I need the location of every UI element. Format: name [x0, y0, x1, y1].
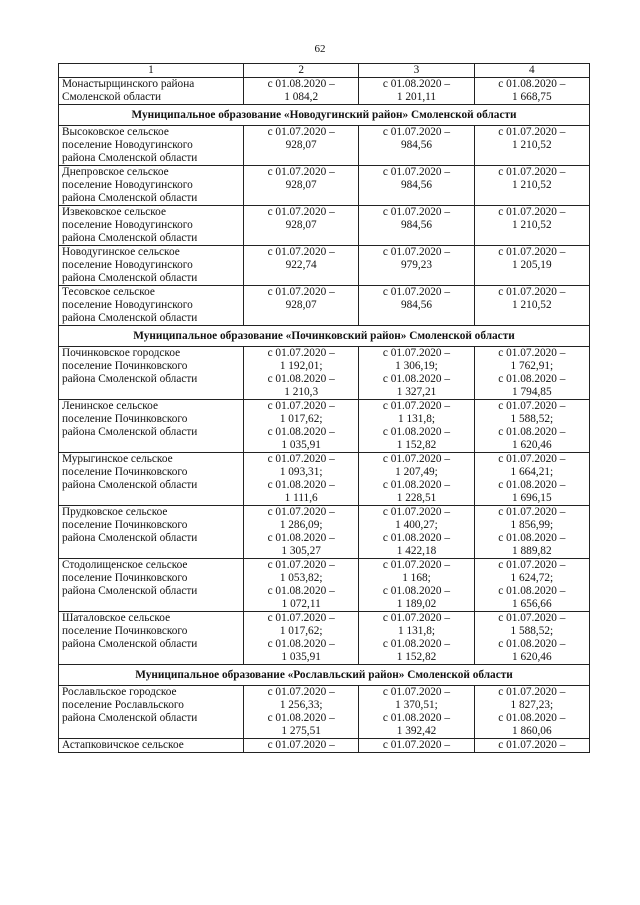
- value-cell-col2: [244, 126, 359, 166]
- header-cell-3: 3: [359, 64, 474, 78]
- value-cell-col2: [244, 347, 359, 400]
- settlement-name-cell: [59, 506, 244, 559]
- value-cell-col3-line: с 01.07.2020 –: [382, 246, 451, 258]
- settlement-name-cell-line: Починковское городское: [62, 347, 181, 359]
- value-cell-col4-line: с 01.07.2020 –: [498, 506, 566, 518]
- value-cell-col3-line: с 01.07.2020 –: [382, 286, 451, 298]
- value-cell-col3-line: 1 392,42: [396, 725, 437, 737]
- value-cell-col3: [359, 347, 474, 400]
- settlement-name-cell-line: поселение Новодугинского: [62, 259, 193, 271]
- value-cell-col3: [359, 453, 474, 506]
- value-cell-col3: [359, 400, 474, 453]
- value-cell-col4-line: 1 794,85: [512, 386, 552, 398]
- value-cell-col3: [359, 739, 474, 753]
- table-row: [59, 506, 590, 559]
- value-cell-col4-line: 1 210,52: [512, 299, 552, 311]
- value-cell-col3-line: 1 131,8;: [397, 625, 435, 637]
- value-cell-col4-line: 1 696,15: [512, 492, 552, 504]
- value-cell-col3-line: 984,56: [400, 179, 433, 191]
- value-cell-col2: [244, 686, 359, 739]
- settlement-name-cell-line: Рославльское городское: [62, 686, 177, 698]
- settlement-name-cell-line: района Смоленской области: [62, 152, 198, 164]
- value-cell-col2-line: с 01.08.2020 –: [267, 426, 335, 438]
- settlement-name-cell: [59, 166, 244, 206]
- value-cell-col2-line: с 01.08.2020 –: [267, 712, 335, 724]
- value-cell-col4-line: с 01.08.2020 –: [498, 638, 566, 650]
- value-cell-col3-line: с 01.08.2020 –: [382, 712, 451, 724]
- value-cell-col4-line: 1 827,23;: [510, 699, 554, 711]
- value-cell-col2-line: с 01.07.2020 –: [267, 506, 335, 518]
- settlement-name-cell-line: поселение Починковского: [62, 572, 188, 584]
- settlement-name-cell: [59, 559, 244, 612]
- settlement-name-cell-line: Днепровское сельское: [62, 166, 169, 178]
- value-cell-col2-line: 1 072,11: [281, 598, 321, 610]
- value-cell-col4-line: 1 620,46: [512, 439, 552, 451]
- value-cell-col4-line: 1 856,99;: [510, 519, 554, 531]
- value-cell-col3-line: с 01.07.2020 –: [382, 166, 451, 178]
- value-cell-col3: [359, 686, 474, 739]
- value-cell-col2-line: 1 017,62;: [279, 625, 323, 637]
- value-cell-col2-line: с 01.08.2020 –: [267, 373, 335, 385]
- table-row: [59, 559, 590, 612]
- value-cell-col3: [359, 126, 474, 166]
- value-cell-col4: [474, 686, 589, 739]
- value-cell-col4-line: с 01.07.2020 –: [498, 246, 566, 258]
- value-cell-col2-line: с 01.07.2020 –: [267, 559, 335, 571]
- settlement-name-cell-line: Мурыгинское сельское: [62, 453, 173, 465]
- value-cell-col3-line: с 01.07.2020 –: [382, 453, 451, 465]
- value-cell-col3: [359, 559, 474, 612]
- value-cell-col2-line: 1 084,2: [284, 91, 319, 103]
- value-cell-col3-line: с 01.08.2020 –: [382, 585, 451, 597]
- value-cell-col3-line: 1 400,27;: [395, 519, 438, 531]
- settlement-name-cell: [59, 612, 244, 665]
- table-row: [59, 246, 590, 286]
- settlement-name-cell-line: поселение Новодугинского: [62, 179, 193, 191]
- value-cell-col2-line: 1 286,09;: [279, 519, 323, 531]
- value-cell-col3-line: с 01.08.2020 –: [382, 373, 451, 385]
- settlement-name-cell: [59, 206, 244, 246]
- value-cell-col3-line: с 01.08.2020 –: [382, 426, 451, 438]
- settlement-name-cell-line: района Смоленской области: [62, 272, 198, 284]
- value-cell-col2-line: 922,74: [285, 259, 317, 271]
- value-cell-col3: [359, 612, 474, 665]
- value-cell-col2-line: 928,07: [285, 139, 317, 151]
- table-row: [59, 126, 590, 166]
- value-cell-col4-line: 1 210,52: [512, 139, 552, 151]
- value-cell-col2-line: с 01.07.2020 –: [267, 686, 335, 698]
- settlement-name-cell: [59, 453, 244, 506]
- value-cell-col4-line: с 01.07.2020 –: [498, 400, 566, 412]
- section-row: [59, 665, 590, 686]
- table-row: [59, 612, 590, 665]
- value-cell-col2: [244, 506, 359, 559]
- value-cell-col2-line: с 01.07.2020 –: [267, 739, 335, 751]
- settlement-name-cell-line: поселение Починковского: [62, 519, 188, 531]
- value-cell-col2-line: с 01.07.2020 –: [267, 453, 335, 465]
- value-cell-col3: [359, 286, 474, 326]
- table-row: [59, 686, 590, 739]
- value-cell-col3-line: 1 306,19;: [395, 360, 438, 372]
- value-cell-col2: [244, 246, 359, 286]
- value-cell-col2-line: с 01.08.2020 –: [267, 638, 335, 650]
- value-cell-col2-line: с 01.08.2020 –: [267, 479, 335, 491]
- value-cell-col3: [359, 206, 474, 246]
- value-cell-col2: [244, 559, 359, 612]
- table-row: [59, 453, 590, 506]
- value-cell-col2-line: 928,07: [285, 179, 317, 191]
- header-row: [59, 64, 590, 78]
- value-cell-col4-line: с 01.07.2020 –: [498, 206, 566, 218]
- value-cell-col3-line: с 01.07.2020 –: [382, 739, 451, 751]
- value-cell-col2-line: с 01.07.2020 –: [267, 126, 335, 138]
- value-cell-col4: [474, 166, 589, 206]
- value-cell-col4-line: с 01.08.2020 –: [498, 373, 566, 385]
- value-cell-col4-line: 1 762,91;: [510, 360, 554, 372]
- section-title: Муниципальное образование «Новодугинский район» Смоленской области: [59, 105, 590, 126]
- value-cell-col4-line: 1 668,75: [512, 91, 552, 103]
- table-body: [59, 64, 590, 753]
- settlement-name-cell-line: района Смоленской области: [62, 192, 198, 204]
- value-cell-col4-line: 1 889,82: [512, 545, 552, 557]
- value-cell-col4: [474, 559, 589, 612]
- value-cell-col4: [474, 206, 589, 246]
- value-cell-col3-line: с 01.07.2020 –: [382, 559, 451, 571]
- settlement-name-cell: [59, 400, 244, 453]
- value-cell-col3-line: с 01.08.2020 –: [382, 638, 451, 650]
- value-cell-col4-line: 1 656,66: [512, 598, 552, 610]
- value-cell-col4: [474, 78, 589, 105]
- settlement-name-cell-line: района Смоленской области: [62, 232, 198, 244]
- table-row: [59, 206, 590, 246]
- settlement-name-cell-line: района Смоленской области: [62, 312, 198, 324]
- value-cell-col2-line: 1 305,27: [281, 545, 321, 557]
- table-row: [59, 286, 590, 326]
- value-cell-col3: [359, 78, 474, 105]
- value-cell-col4-line: 1 624,72;: [510, 572, 554, 584]
- settlement-name-cell: [59, 126, 244, 166]
- value-cell-col3-line: с 01.08.2020 –: [382, 479, 451, 491]
- value-cell-col4: [474, 739, 589, 753]
- section-title: Муниципальное образование «Починковский район» Смоленской области: [59, 326, 590, 347]
- settlement-name-cell-line: Высоковское сельское: [62, 126, 169, 138]
- settlement-name-cell: [59, 739, 244, 753]
- value-cell-col2-line: 928,07: [285, 299, 317, 311]
- value-cell-col3: [359, 246, 474, 286]
- value-cell-col2-line: 1 053,82;: [279, 572, 323, 584]
- value-cell-col3-line: 1 207,49;: [395, 466, 438, 478]
- settlement-name-cell-line: района Смоленской области: [62, 532, 198, 544]
- settlement-name-cell-line: поселение Починковского: [62, 625, 188, 637]
- value-cell-col2: [244, 739, 359, 753]
- value-cell-col3-line: 1 422,18: [396, 545, 437, 557]
- value-cell-col2: [244, 206, 359, 246]
- value-cell-col2: [244, 286, 359, 326]
- value-cell-col3-line: 1 189,02: [396, 598, 437, 610]
- value-cell-col3-line: с 01.08.2020 –: [382, 532, 451, 544]
- value-cell-col4-line: с 01.08.2020 –: [498, 479, 566, 491]
- value-cell-col2-line: 1 093,31;: [279, 466, 323, 478]
- settlement-name-cell-line: поселение Починковского: [62, 413, 188, 425]
- value-cell-col4-line: 1 588,52;: [510, 625, 554, 637]
- value-cell-col2-line: 1 256,33;: [279, 699, 323, 711]
- value-cell-col3-line: с 01.07.2020 –: [382, 206, 451, 218]
- settlement-name-cell-line: Стодолищенское сельское: [62, 559, 188, 571]
- table-row: [59, 78, 590, 105]
- value-cell-col4-line: 1 860,06: [512, 725, 552, 737]
- value-cell-col4-line: с 01.08.2020 –: [498, 78, 566, 90]
- value-cell-col4: [474, 612, 589, 665]
- value-cell-col4-line: 1 205,19: [512, 259, 552, 271]
- header-cell-4: 4: [474, 64, 589, 78]
- value-cell-col4-line: 1 210,52: [512, 219, 552, 231]
- value-cell-col4-line: с 01.07.2020 –: [498, 126, 566, 138]
- value-cell-col2-line: 1 111,6: [284, 492, 318, 504]
- value-cell-col3-line: 1 228,51: [396, 492, 437, 504]
- table-row: [59, 400, 590, 453]
- value-cell-col4-line: с 01.07.2020 –: [498, 559, 566, 571]
- settlement-name-cell-line: Извековское сельское: [62, 206, 166, 218]
- settlement-name-cell-line: Астапковичское сельское: [62, 739, 184, 751]
- settlement-name-cell-line: Ленинское сельское: [62, 400, 158, 412]
- header-cell-1: 1: [59, 64, 244, 78]
- section-title: Муниципальное образование «Рославльский район» Смоленской области: [59, 665, 590, 686]
- value-cell-col2: [244, 453, 359, 506]
- value-cell-col4: [474, 453, 589, 506]
- value-cell-col4: [474, 506, 589, 559]
- value-cell-col4: [474, 286, 589, 326]
- settlement-name-cell-line: поселение Новодугинского: [62, 299, 193, 311]
- value-cell-col3: [359, 506, 474, 559]
- settlement-name-cell-line: района Смоленской области: [62, 585, 198, 597]
- value-cell-col2-line: с 01.07.2020 –: [267, 612, 335, 624]
- value-cell-col3: [359, 166, 474, 206]
- value-cell-col2-line: 1 210,3: [284, 386, 319, 398]
- value-cell-col4-line: 1 620,46: [512, 651, 552, 663]
- value-cell-col3-line: 1 152,82: [396, 651, 437, 663]
- value-cell-col2-line: 928,07: [285, 219, 317, 231]
- settlement-name-cell-line: района Смоленской области: [62, 426, 198, 438]
- value-cell-col2-line: с 01.07.2020 –: [267, 166, 335, 178]
- value-cell-col4-line: с 01.08.2020 –: [498, 712, 566, 724]
- value-cell-col3-line: 1 131,8;: [397, 413, 435, 425]
- value-cell-col2-line: с 01.07.2020 –: [267, 206, 335, 218]
- settlement-name-cell: [59, 286, 244, 326]
- settlement-name-cell-line: поселение Новодугинского: [62, 139, 193, 151]
- settlement-name-cell-line: поселение Починковского: [62, 466, 188, 478]
- value-cell-col2-line: 1 275,51: [281, 725, 321, 737]
- page-number: 62: [314, 43, 326, 55]
- value-cell-col4-line: с 01.07.2020 –: [498, 347, 566, 359]
- value-cell-col4-line: с 01.08.2020 –: [498, 532, 566, 544]
- settlement-name-cell-line: Шаталовское сельское: [62, 612, 171, 624]
- settlement-name-cell: [59, 347, 244, 400]
- value-cell-col4-line: 1 588,52;: [510, 413, 554, 425]
- settlement-name-cell-line: района Смоленской области: [62, 712, 198, 724]
- value-cell-col2-line: 1 035,91: [281, 651, 321, 663]
- settlement-name-cell: [59, 246, 244, 286]
- settlement-name-cell-line: поселение Рославльского: [62, 699, 184, 711]
- value-cell-col2: [244, 78, 359, 105]
- settlement-name-cell-line: Тесовское сельское: [62, 286, 155, 298]
- value-cell-col3-line: 984,56: [400, 299, 433, 311]
- value-cell-col4-line: с 01.08.2020 –: [498, 426, 566, 438]
- value-cell-col3-line: 1 327,21: [396, 386, 437, 398]
- table-row: [59, 739, 590, 753]
- table-row: [59, 166, 590, 206]
- value-cell-col4: [474, 400, 589, 453]
- value-cell-col2-line: с 01.07.2020 –: [267, 400, 335, 412]
- value-cell-col3-line: 984,56: [400, 219, 433, 231]
- settlement-name-cell: [59, 78, 244, 105]
- value-cell-col3-line: 1 168;: [402, 572, 431, 584]
- settlement-name-cell-line: района Смоленской области: [62, 373, 198, 385]
- settlement-name-cell-line: поселение Новодугинского: [62, 219, 193, 231]
- value-cell-col4-line: с 01.07.2020 –: [498, 166, 566, 178]
- value-cell-col4-line: с 01.07.2020 –: [498, 612, 566, 624]
- settlement-name-cell-line: Новодугинское сельское: [62, 246, 180, 258]
- value-cell-col2-line: с 01.08.2020 –: [267, 585, 335, 597]
- value-cell-col2-line: с 01.07.2020 –: [267, 246, 335, 258]
- value-cell-col2-line: с 01.07.2020 –: [267, 347, 335, 359]
- settlement-name-cell-line: района Смоленской области: [62, 479, 198, 491]
- value-cell-col4: [474, 246, 589, 286]
- value-cell-col2-line: 1 035,91: [281, 439, 321, 451]
- value-cell-col4-line: с 01.07.2020 –: [498, 286, 566, 298]
- value-cell-col3-line: с 01.07.2020 –: [382, 400, 451, 412]
- value-cell-col4-line: 1 664,21;: [510, 466, 554, 478]
- value-cell-col3-line: с 01.07.2020 –: [382, 686, 451, 698]
- value-cell-col4-line: 1 210,52: [512, 179, 552, 191]
- section-row: [59, 105, 590, 126]
- settlement-name-cell: [59, 686, 244, 739]
- value-cell-col4: [474, 126, 589, 166]
- value-cell-col3-line: с 01.08.2020 –: [382, 78, 451, 90]
- value-cell-col2-line: 1 192,01;: [279, 360, 323, 372]
- settlement-name-cell-line: Монастырщинского района: [62, 78, 195, 90]
- value-cell-col3-line: 984,56: [400, 139, 433, 151]
- value-cell-col3-line: с 01.07.2020 –: [382, 612, 451, 624]
- table-row: [59, 347, 590, 400]
- value-cell-col2-line: 1 017,62;: [279, 413, 323, 425]
- value-cell-col3-line: 1 370,51;: [395, 699, 438, 711]
- settlement-name-cell-line: Прудковское сельское: [62, 506, 168, 518]
- section-row: [59, 326, 590, 347]
- value-cell-col4-line: с 01.07.2020 –: [498, 453, 566, 465]
- value-cell-col2: [244, 400, 359, 453]
- value-cell-col3-line: 1 152,82: [396, 439, 437, 451]
- value-cell-col2-line: с 01.08.2020 –: [267, 532, 335, 544]
- value-cell-col3-line: с 01.07.2020 –: [382, 506, 451, 518]
- header-cell-2: 2: [244, 64, 359, 78]
- value-cell-col3-line: с 01.07.2020 –: [382, 126, 451, 138]
- value-cell-col3-line: с 01.07.2020 –: [382, 347, 451, 359]
- value-cell-col4-line: с 01.07.2020 –: [498, 686, 566, 698]
- value-cell-col2-line: с 01.08.2020 –: [267, 78, 335, 90]
- value-cell-col2-line: с 01.07.2020 –: [267, 286, 335, 298]
- value-cell-col4-line: с 01.08.2020 –: [498, 585, 566, 597]
- settlement-name-cell-line: Смоленской области: [62, 91, 162, 103]
- settlement-name-cell-line: района Смоленской области: [62, 638, 198, 650]
- tariff-table: [58, 63, 590, 753]
- value-cell-col4-line: с 01.07.2020 –: [498, 739, 566, 751]
- value-cell-col2: [244, 166, 359, 206]
- value-cell-col3-line: 979,23: [400, 259, 433, 271]
- value-cell-col4: [474, 347, 589, 400]
- value-cell-col3-line: 1 201,11: [396, 91, 437, 103]
- settlement-name-cell-line: поселение Починковского: [62, 360, 188, 372]
- value-cell-col2: [244, 612, 359, 665]
